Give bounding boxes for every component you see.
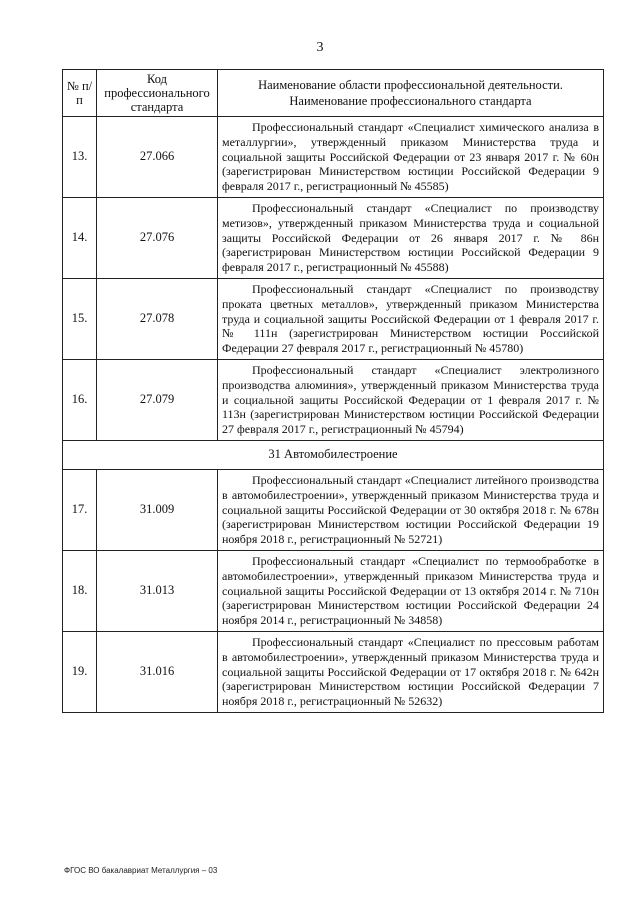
row-num: 14. xyxy=(63,197,97,278)
row-code: 31.009 xyxy=(97,469,218,550)
table-row xyxy=(63,197,604,278)
row-num: 19. xyxy=(63,631,97,712)
row-num: 13. xyxy=(63,117,97,198)
row-standard-name: Профессиональный стандарт «Специалист электролизного производства алюминия», утвержденный приказом Министерства труда и социальной защиты Российской Федерации от 1 февраля 2017 г. № 113н (зарегистрирован Министерством юстиции Российской Федерации 27 февраля 2017 г., регистрационный № 45794) xyxy=(218,359,604,440)
footer-note: ФГОС ВО бакалавриат Металлургия – 03 xyxy=(64,866,218,875)
row-standard-name: Профессиональный стандарт «Специалист по прессовым работам в автомобилестроении», утвержденный приказом Министерства труда и социальной защиты Российской Федерации от 17 октября 2018 г. № 642н (зарегистрирован Министерством юстиции Российской Федерации 7 ноября 2018 г., регистрационный № 52632) xyxy=(218,631,604,712)
row-code: 31.016 xyxy=(97,631,218,712)
row-num: 17. xyxy=(63,469,97,550)
header-num: № п/п xyxy=(63,70,97,117)
row-code: 27.078 xyxy=(97,278,218,359)
table-row xyxy=(63,550,604,631)
row-standard-name: Профессиональный стандарт «Специалист химического анализа в металлургии», утвержденный приказом Министерства труда и социальной защиты Российской Федерации от 23 января 2017 г. № 60н (зарегистрирован Министерством юстиции Российской Федерации 9 февраля 2017 г., регистрационный № 45585) xyxy=(218,117,604,198)
section-title: 31 Автомобилестроение xyxy=(63,440,604,469)
table-row xyxy=(63,117,604,198)
row-code: 27.076 xyxy=(97,197,218,278)
table-row xyxy=(63,631,604,712)
header-name-line2: Наименование профессионального стандарта xyxy=(289,94,532,108)
table-header-row xyxy=(63,70,604,117)
row-code: 31.013 xyxy=(97,550,218,631)
header-name-line1: Наименование области профессиональной деятельности. xyxy=(258,78,563,92)
table-row xyxy=(63,359,604,440)
table-row xyxy=(63,469,604,550)
row-num: 15. xyxy=(63,278,97,359)
row-standard-name: Профессиональный стандарт «Специалист литейного производства в автомобилестроении», утвержденный приказом Министерства труда и социальной защиты Российской Федерации от 30 октября 2018 г. № 678н (зарегистрирован Министерством юстиции Российской Федерации 19 ноября 2018 г., регистрационный № 52721) xyxy=(218,469,604,550)
header-code: Код профессионального стандарта xyxy=(97,70,218,117)
row-standard-name: Профессиональный стандарт «Специалист по производству проката цветных металлов», утвержденный приказом Министерства труда и социальной защиты Российской Федерации от 1 февраля 2017 г. № 111н (зарегистрирован Министерством юстиции Российской Федерации 27 февраля 2017 г., регистрационный № 45780) xyxy=(218,278,604,359)
row-num: 16. xyxy=(63,359,97,440)
row-code: 27.079 xyxy=(97,359,218,440)
row-code: 27.066 xyxy=(97,117,218,198)
header-name xyxy=(218,70,604,117)
professional-standards-table xyxy=(62,69,604,713)
row-num: 18. xyxy=(63,550,97,631)
row-standard-name: Профессиональный стандарт «Специалист по производству метизов», утвержденный приказом Министерства труда и социальной защиты Российской Федерации от 26 января 2017 г. № 86н (зарегистрирован Министерством юстиции Российской Федерации 9 февраля 2017 г., регистрационный № 45588) xyxy=(218,197,604,278)
row-standard-name: Профессиональный стандарт «Специалист по термообработке в автомобилестроении», утвержденный приказом Министерства труда и социальной защиты Российской Федерации от 13 октября 2014 г. № 710н (зарегистрирован Министерством юстиции Российской Федерации 24 ноября 2014 г., регистрационный № 34858) xyxy=(218,550,604,631)
page-number: 3 xyxy=(316,40,324,55)
table-row xyxy=(63,278,604,359)
section-row xyxy=(63,440,604,469)
